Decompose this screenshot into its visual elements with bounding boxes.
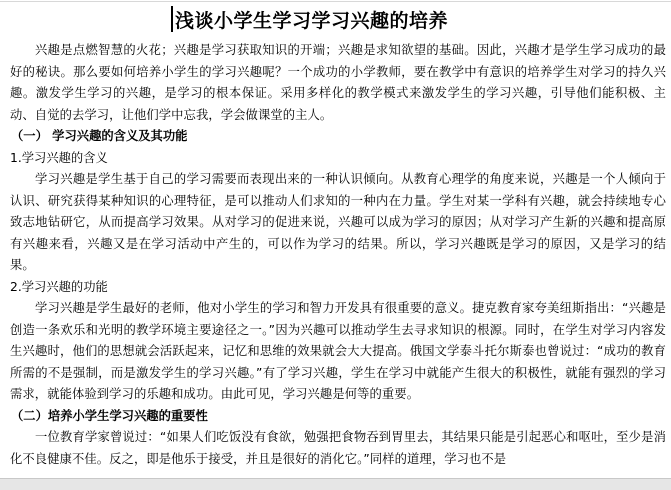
subsection-1-heading[interactable]: 1.学习兴趣的含义 (10, 150, 108, 165)
horizontal-scrollbar[interactable] (0, 478, 671, 490)
title-row (10, 0, 666, 40)
document-page[interactable] (10, 0, 666, 470)
subsection-1-paragraph[interactable]: 学习兴趣是学生基于自己的学习需要而表现出来的一种认识倾向。从教育心理学的角度来说，兴趣是一个人倾向于认识、研究获得某种知识的心理特征，是可以推动人们求知的一种内在力量。学生对某一学科有兴趣，就会持续地专心致志地钻研它，从而提高学习效果。从对学习的促进来说，兴趣可以成为学习的原因；从对学习产生新的兴趣和提高原有兴趣来看，兴趣又是在学习活动中产生的，可以作为学习的结果。所以，学习兴趣既是学习的原因，又是学习的结果。 (10, 172, 666, 272)
subsection-2-heading[interactable]: 2.学习兴趣的功能 (10, 279, 108, 294)
subsection-2-paragraph[interactable]: 学习兴趣是学生最好的老师，他对小学生的学习和智力开发具有很重要的意义。捷克教育家夸美纽斯指出：“兴趣是创造一条欢乐和光明的教学环境主要途径之一。”因为兴趣可以推动学生去寻求知识的根源。同时，在学生对学习内容发生兴趣时，他们的思想就会活跃起来，记忆和思维的效果就会大大提高。俄国文学泰斗托尔斯泰也曾说过：“成功的教育所需的不是强制，而是激发学生的学习兴趣。”有了学习兴趣，学生在学习中就能产生很大的积极性，就能有强烈的学习需求，就能体验到学习的乐趣和成功。由此可见，学习兴趣是何等的重要。 (10, 301, 666, 401)
section-1-heading[interactable]: （一） 学习兴趣的含义及其功能 (11, 129, 188, 143)
intro-paragraph[interactable]: 兴趣是点燃智慧的火花；兴趣是学习获取知识的开端；兴趣是求知欲望的基础。因此，兴趣才是学生学习成功的最好的秘诀。那么要如何培养小学生的学习兴趣呢？一个成功的小学教师，要在教学中有意识的培养学生对学习的持久兴趣。激发学生学习的兴趣，是学习的根本保证。采用多样化的教学模式来激发学生的学习兴趣，引导他们能积极、主动、自觉的去学习，让他们学中忘我，学会做课堂的主人。 (10, 43, 666, 122)
text-cursor (171, 6, 173, 32)
section-2-paragraph[interactable]: 一位教育学家曾说过：“如果人们吃饭没有食欲，勉强把食物吞到胃里去，其结果只能是引起恶心和呕吐，至少是消化不良健康不佳。反之，即是他乐于接受，并且是很好的消化它。”同样的道理，学习也不是 (10, 430, 666, 466)
document-title[interactable]: 浅谈小学生学习学习兴趣的培养 (175, 10, 449, 32)
section-2-heading[interactable]: （二）培养小学生学习兴趣的重要性 (11, 408, 208, 423)
